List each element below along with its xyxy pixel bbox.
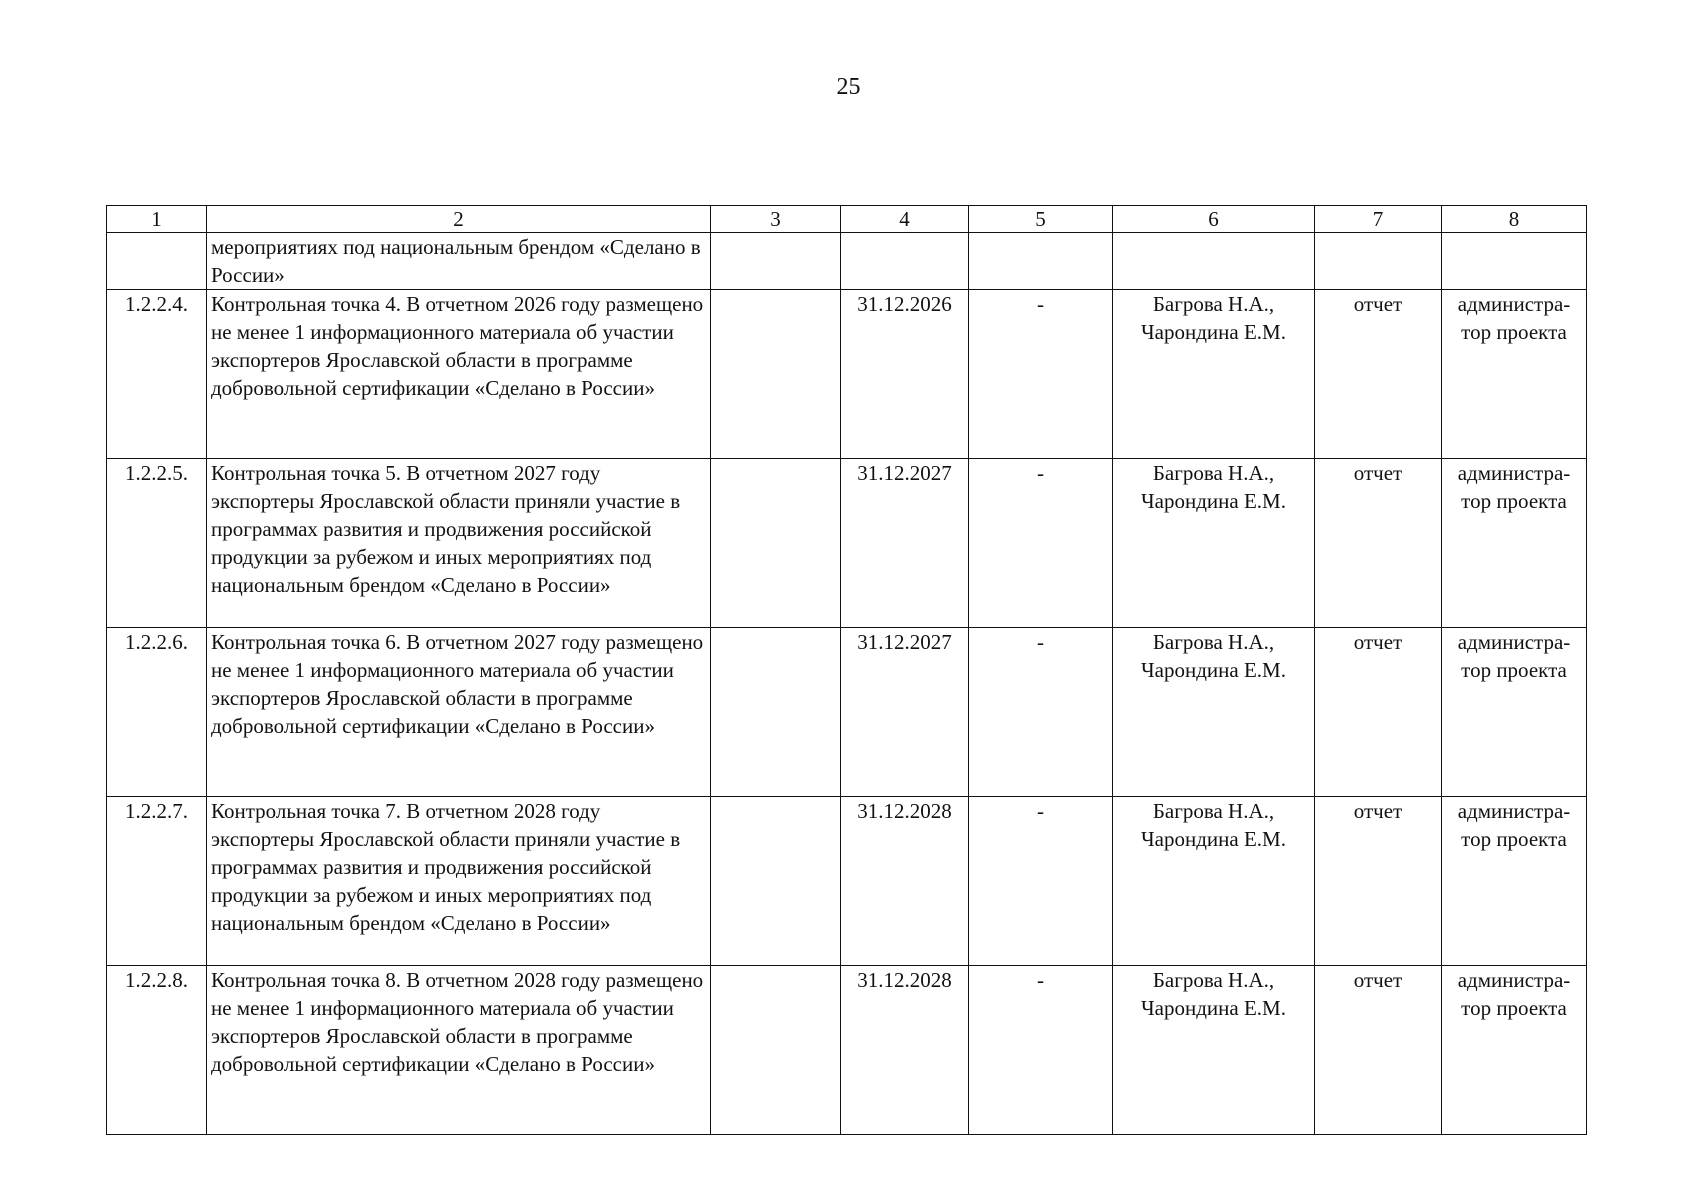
cell-col5: - bbox=[969, 290, 1113, 459]
column-header: 5 bbox=[969, 206, 1113, 233]
due-date: 31.12.2027 bbox=[841, 459, 969, 628]
table-row bbox=[107, 628, 1587, 797]
due-date: 31.12.2028 bbox=[841, 966, 969, 1135]
cell-col8 bbox=[1442, 233, 1587, 290]
cell-col4 bbox=[841, 233, 969, 290]
due-date: 31.12.2026 bbox=[841, 290, 969, 459]
cell-col6 bbox=[1113, 233, 1315, 290]
column-header: 2 bbox=[207, 206, 711, 233]
cell-col3 bbox=[711, 290, 841, 459]
cell-col5: - bbox=[969, 628, 1113, 797]
responsible-persons: Багрова Н.А., Чарондина Е.М. bbox=[1113, 797, 1315, 966]
table-row bbox=[107, 966, 1587, 1135]
table-row bbox=[107, 797, 1587, 966]
cell-col3 bbox=[711, 966, 841, 1135]
row-number: 1.2.2.4. bbox=[107, 290, 207, 459]
document-type: отчет bbox=[1315, 797, 1442, 966]
column-header: 3 bbox=[711, 206, 841, 233]
column-header: 8 bbox=[1442, 206, 1587, 233]
control-points-table bbox=[106, 205, 1587, 1135]
row-number: 1.2.2.6. bbox=[107, 628, 207, 797]
row-number: 1.2.2.7. bbox=[107, 797, 207, 966]
row-description: Контрольная точка 6. В отчетном 2027 году размещено не менее 1 информационного материала об участии экспортеров Ярославской области в программе добровольной сертификации «Сделано в России» bbox=[207, 628, 711, 797]
approver-role: администра-тор проекта bbox=[1442, 628, 1587, 797]
column-header: 6 bbox=[1113, 206, 1315, 233]
row-description: мероприятиях под национальным брендом «Сделано в России» bbox=[207, 233, 711, 290]
row-description: Контрольная точка 7. В отчетном 2028 году экспортеры Ярославской области приняли участие в программах развития и продвижения российской продукции за рубежом и иных мероприятиях под национальным брендом «Сделано в России» bbox=[207, 797, 711, 966]
due-date: 31.12.2027 bbox=[841, 628, 969, 797]
responsible-persons: Багрова Н.А., Чарондина Е.М. bbox=[1113, 290, 1315, 459]
row-description: Контрольная точка 4. В отчетном 2026 году размещено не менее 1 информационного материала об участии экспортеров Ярославской области в программе добровольной сертификации «Сделано в России» bbox=[207, 290, 711, 459]
document-type: отчет bbox=[1315, 628, 1442, 797]
approver-role: администра-тор проекта bbox=[1442, 797, 1587, 966]
cell-col5 bbox=[969, 233, 1113, 290]
table-header-row bbox=[107, 206, 1587, 233]
responsible-persons: Багрова Н.А., Чарондина Е.М. bbox=[1113, 966, 1315, 1135]
row-number bbox=[107, 233, 207, 290]
approver-role: администра-тор проекта bbox=[1442, 290, 1587, 459]
document-type: отчет bbox=[1315, 459, 1442, 628]
responsible-persons: Багрова Н.А., Чарондина Е.М. bbox=[1113, 459, 1315, 628]
cell-col3 bbox=[711, 233, 841, 290]
cell-col3 bbox=[711, 459, 841, 628]
continuation-row bbox=[107, 233, 1587, 290]
document-type: отчет bbox=[1315, 290, 1442, 459]
row-number: 1.2.2.8. bbox=[107, 966, 207, 1135]
row-number: 1.2.2.5. bbox=[107, 459, 207, 628]
approver-role: администра-тор проекта bbox=[1442, 459, 1587, 628]
cell-col5: - bbox=[969, 459, 1113, 628]
due-date: 31.12.2028 bbox=[841, 797, 969, 966]
table-row bbox=[107, 290, 1587, 459]
table-row bbox=[107, 459, 1587, 628]
cell-col3 bbox=[711, 797, 841, 966]
document-type: отчет bbox=[1315, 966, 1442, 1135]
cell-col7 bbox=[1315, 233, 1442, 290]
cell-col5: - bbox=[969, 966, 1113, 1135]
approver-role: администра-тор проекта bbox=[1442, 966, 1587, 1135]
column-header: 1 bbox=[107, 206, 207, 233]
row-description: Контрольная точка 5. В отчетном 2027 году экспортеры Ярославской области приняли участие в программах развития и продвижения российской продукции за рубежом и иных мероприятиях под национальным брендом «Сделано в России» bbox=[207, 459, 711, 628]
column-header: 7 bbox=[1315, 206, 1442, 233]
cell-col3 bbox=[711, 628, 841, 797]
page-number: 25 bbox=[836, 74, 861, 100]
cell-col5: - bbox=[969, 797, 1113, 966]
column-header: 4 bbox=[841, 206, 969, 233]
row-description: Контрольная точка 8. В отчетном 2028 году размещено не менее 1 информационного материала об участии экспортеров Ярославской области в программе добровольной сертификации «Сделано в России» bbox=[207, 966, 711, 1135]
responsible-persons: Багрова Н.А., Чарондина Е.М. bbox=[1113, 628, 1315, 797]
